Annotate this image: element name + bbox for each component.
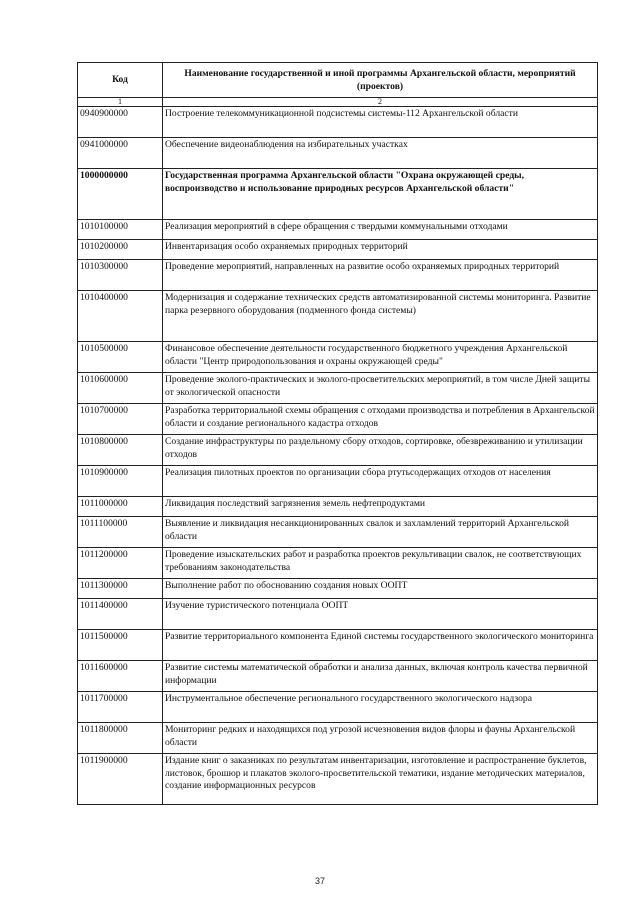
row-code: 0941000000	[78, 138, 163, 169]
row-name: Выполнение работ по обоснованию создания новых ООПТ	[163, 579, 598, 599]
row-code: 1010200000	[78, 240, 163, 260]
row-name: Издание книг о заказниках по результатам инвентаризации, изготовление и распространение буклетов, листовок, брошюр и плакатов эколого-просветительской тематики, издание методических материалов, создание информационных ресурсов	[163, 754, 598, 805]
table-row	[78, 291, 598, 342]
row-name: Разработка территориальной схемы обращения с отходами производства и потребления в Архангельской области и создание регионального кадастра отходов	[163, 404, 598, 435]
column-number-1: 1	[78, 98, 163, 107]
table-row	[78, 404, 598, 435]
table-row	[78, 373, 598, 404]
row-name: Создание инфраструктуры по раздельному сбору отходов, сортировке, обезвреживанию и утилизации отходов	[163, 435, 598, 466]
table-row	[78, 466, 598, 497]
row-name: Финансовое обеспечение деятельности государственного бюджетного учреждения Архангельской области "Центр природопользования и охраны окружающей среды"	[163, 342, 598, 373]
table-row	[78, 169, 598, 220]
program-table	[77, 62, 598, 805]
row-name: Модернизация и содержание технических средств автоматизированной системы мониторинга. Развитие парка резервного оборудования (подменного фонда системы)	[163, 291, 598, 342]
row-code: 1000000000	[78, 169, 163, 220]
row-code: 1011300000	[78, 579, 163, 599]
table-row	[78, 107, 598, 138]
row-code: 1011100000	[78, 517, 163, 548]
table-row	[78, 260, 598, 291]
row-code: 1010700000	[78, 404, 163, 435]
header-code: Код	[78, 63, 163, 98]
row-code: 1010800000	[78, 435, 163, 466]
table-row	[78, 692, 598, 723]
table-row	[78, 138, 598, 169]
row-code: 1011900000	[78, 754, 163, 805]
row-name: Реализация пилотных проектов по организации сбора ртутьсодержащих отходов от населения	[163, 466, 598, 497]
table-row	[78, 342, 598, 373]
table-row	[78, 240, 598, 260]
row-code: 0940900000	[78, 107, 163, 138]
table-row	[78, 497, 598, 517]
row-code: 1010100000	[78, 220, 163, 240]
row-code: 1011700000	[78, 692, 163, 723]
row-code: 1011600000	[78, 661, 163, 692]
table-row	[78, 630, 598, 661]
row-code: 1010600000	[78, 373, 163, 404]
row-name: Государственная программа Архангельской области "Охрана окружающей среды, воспроизводство и использование природных ресурсов Архангельской области"	[163, 169, 598, 220]
row-name: Изучение туристического потенциала ООПТ	[163, 599, 598, 630]
row-code: 1010400000	[78, 291, 163, 342]
row-code: 1011400000	[78, 599, 163, 630]
table-row	[78, 517, 598, 548]
row-name: Мониторинг редких и находящихся под угрозой исчезновения видов флоры и фауны Архангельской области	[163, 723, 598, 754]
row-name: Инструментальное обеспечение регионального государственного экологического надзора	[163, 692, 598, 723]
row-name: Построение телекоммуникационной подсистемы системы-112 Архангельской области	[163, 107, 598, 138]
row-code: 1011000000	[78, 497, 163, 517]
table-row	[78, 548, 598, 579]
row-name: Развитие территориального компонента Единой системы государственного экологического мониторинга	[163, 630, 598, 661]
table-row	[78, 723, 598, 754]
page-number: 37	[314, 876, 325, 886]
row-name: Проведение мероприятий, направленных на развитие особо охраняемых природных территорий	[163, 260, 598, 291]
table-body	[78, 107, 598, 805]
table-row	[78, 220, 598, 240]
row-code: 1010900000	[78, 466, 163, 497]
column-number-2: 2	[163, 98, 598, 107]
column-number-row	[78, 98, 598, 107]
row-code: 1011800000	[78, 723, 163, 754]
table-row	[78, 661, 598, 692]
row-name: Обеспечение видеонаблюдения на избирательных участках	[163, 138, 598, 169]
row-code: 1010500000	[78, 342, 163, 373]
row-code: 1011500000	[78, 630, 163, 661]
table-row	[78, 754, 598, 805]
row-name: Проведение эколого-практических и эколого-просветительских мероприятий, в том числе Дней защиты от экологической опасности	[163, 373, 598, 404]
table-row	[78, 435, 598, 466]
row-name: Проведение изыскательских работ и разработка проектов рекультивации свалок, не соответствующих требованиям законодательства	[163, 548, 598, 579]
row-code: 1011200000	[78, 548, 163, 579]
row-name: Ликвидация последствий загрязнения земель нефтепродуктами	[163, 497, 598, 517]
row-name: Выявление и ликвидация несанкционированных свалок и захламлений территорий Архангельской области	[163, 517, 598, 548]
row-code: 1010300000	[78, 260, 163, 291]
table-header-row	[78, 63, 598, 98]
header-name: Наименование государственной и иной программы Архангельской области, мероприятий (проектов)	[163, 63, 598, 98]
row-name: Развитие системы математической обработки и анализа данных, включая контроль качества первичной информации	[163, 661, 598, 692]
table-row	[78, 579, 598, 599]
table-row	[78, 599, 598, 630]
row-name: Реализация мероприятий в сфере обращения с твердыми коммунальными отходами	[163, 220, 598, 240]
row-name: Инвентаризация особо охраняемых природных территорий	[163, 240, 598, 260]
